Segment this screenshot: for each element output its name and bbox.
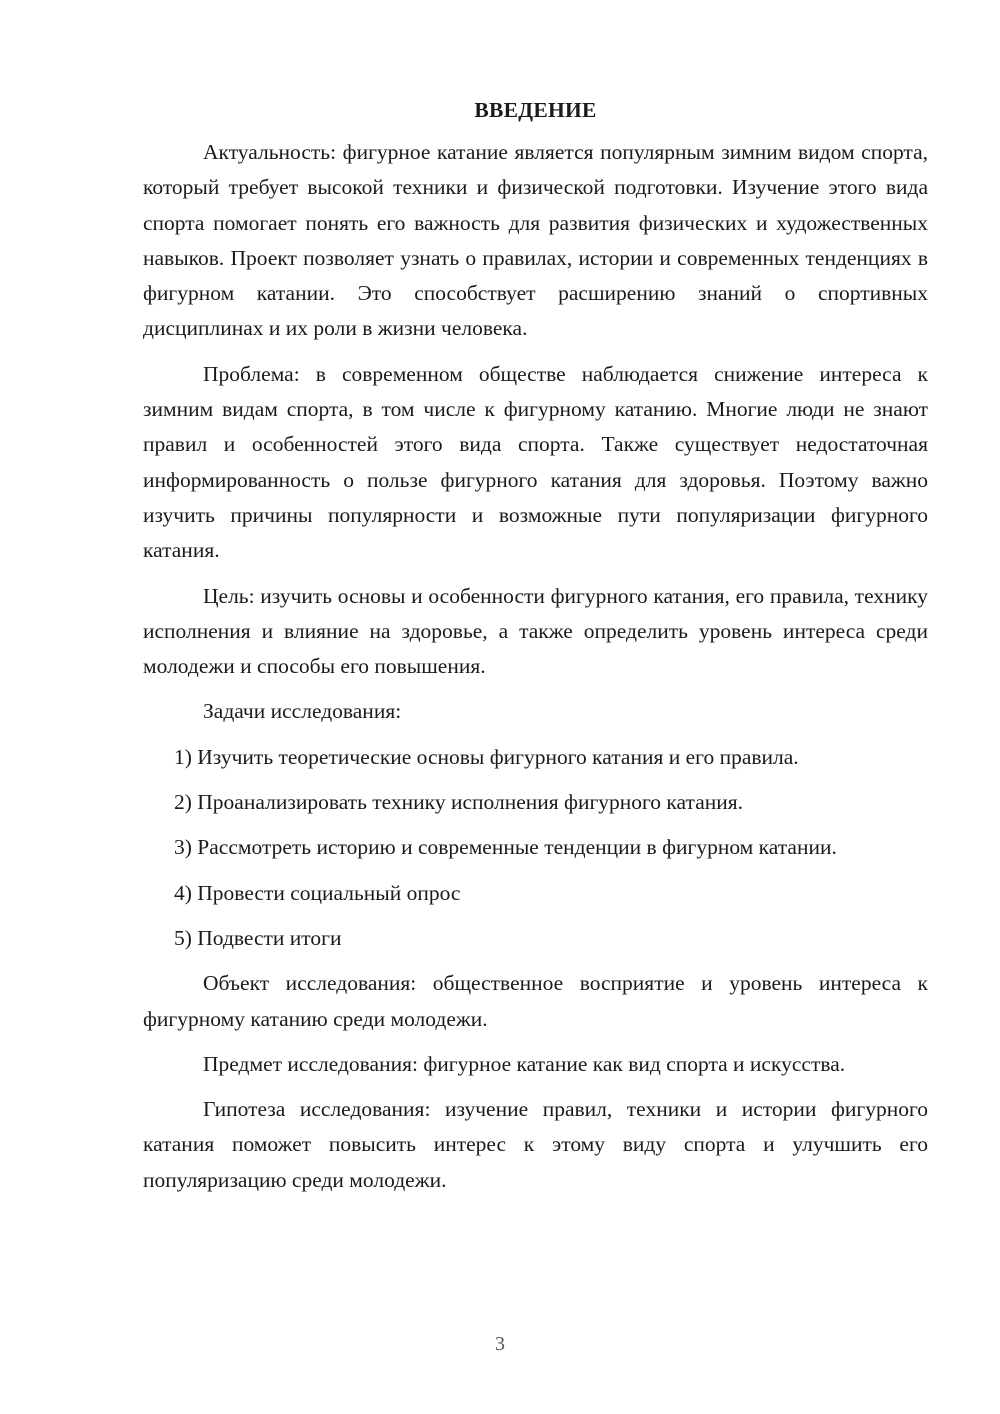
paragraph-relevance: Актуальность: фигурное катание является популярным зимним видом спорта, который требует высокой техники и физической подготовки. Изучение этого вида спорта помогает понять его важность для развития физических и художественных навыков. Проект позволяет узнать о правилах, истории и современных тенденциях в фигурном катании. Это способствует расширению знаний о спортивных дисциплинах и их роли в жизни человека. [143, 140, 928, 341]
task-item-3: 3) Рассмотреть историю и современные тенденции в фигурном катании. [174, 835, 837, 860]
paragraph-goal: Цель: изучить основы и особенности фигурного катания, его правила, технику исполнения и влияние на здоровье, а также определить уровень интереса среди молодежи и способы его повышения. [143, 583, 928, 679]
task-item-1: 1) Изучить теоретические основы фигурного катания и его правила. [174, 744, 799, 769]
paragraph-hypothesis: Гипотеза исследования: изучение правил, техники и истории фигурного катания поможет повысить интерес к этому виду спорта и улучшить его популяризацию среди молодежи. [143, 1097, 928, 1192]
document-page [143, 95, 928, 1208]
section-title: ВВЕДЕНИЕ [474, 98, 597, 122]
paragraph-subject: Предмет исследования: фигурное катание как вид спорта и искусства. [203, 1051, 846, 1076]
paragraph-problem: Проблема: в современном обществе наблюдается снижение интереса к зимним видам спорта, в том числе к фигурному катанию. Многие люди не знают правил и особенностей этого вида спорта. Также существует недостаточная информированность о пользе фигурного катания для здоровья. Поэтому важно изучить причины популярности и возможные пути популяризации фигурного катания. [143, 361, 928, 563]
page-number: 3 [495, 1333, 505, 1355]
task-item-5: 5) Подвести итоги [174, 925, 342, 950]
task-item-4: 4) Провести социальный опрос [174, 880, 461, 905]
tasks-label: Задачи исследования: [203, 699, 402, 724]
task-item-2: 2) Проанализировать технику исполнения фигурного катания. [174, 790, 744, 815]
paragraph-object: Объект исследования: общественное восприятие и уровень интереса к фигурному катанию среди молодежи. [143, 971, 928, 1031]
